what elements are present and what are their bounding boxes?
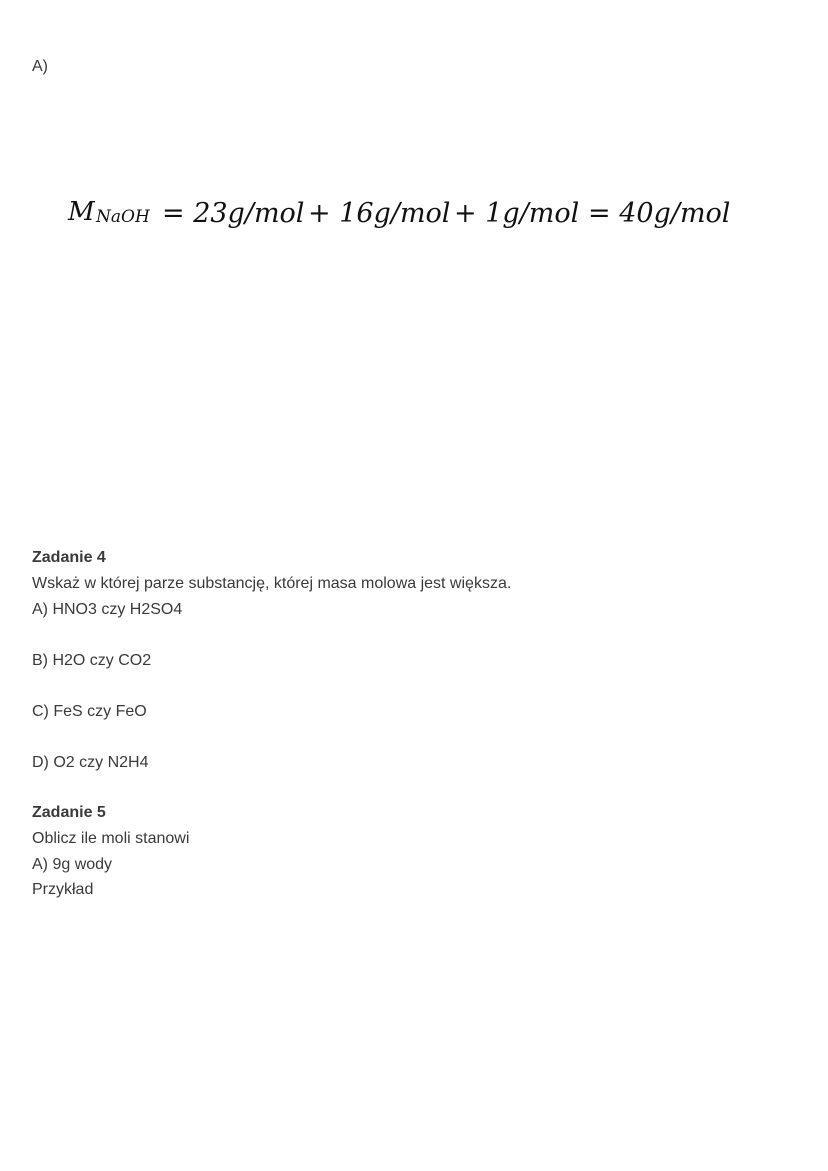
equation-term-3: + 1g/mol <box>454 198 580 229</box>
equation-symbol: M <box>68 197 95 227</box>
task4-option-b: B) H2O czy CO2 <box>32 652 152 669</box>
task4-instruction: Wskaż w której parze substancję, której masa molowa jest większa. <box>32 575 512 592</box>
task4-option-c: C) FeS czy FeO <box>32 703 147 720</box>
task5-example-label: Przykład <box>32 881 94 898</box>
task4-title: Zadanie 4 <box>32 549 106 566</box>
task5-item-a: A) 9g wody <box>32 856 113 873</box>
task4-option-d: D) O2 czy N2H4 <box>32 754 149 771</box>
task4-option-a: A) HNO3 czy H2SO4 <box>32 601 183 618</box>
equation-term-2: + 16g/mol <box>308 198 451 229</box>
task5-title: Zadanie 5 <box>32 804 106 821</box>
equation-term-1: = 23g/mol <box>162 198 305 229</box>
section-a-label: A) <box>32 58 48 75</box>
equation-subscript: NaOH <box>96 207 150 227</box>
handwritten-molar-mass-equation <box>66 186 756 246</box>
equation-term-4: = 40g/mol <box>588 198 731 229</box>
task5-instruction: Oblicz ile moli stanowi <box>32 830 190 847</box>
